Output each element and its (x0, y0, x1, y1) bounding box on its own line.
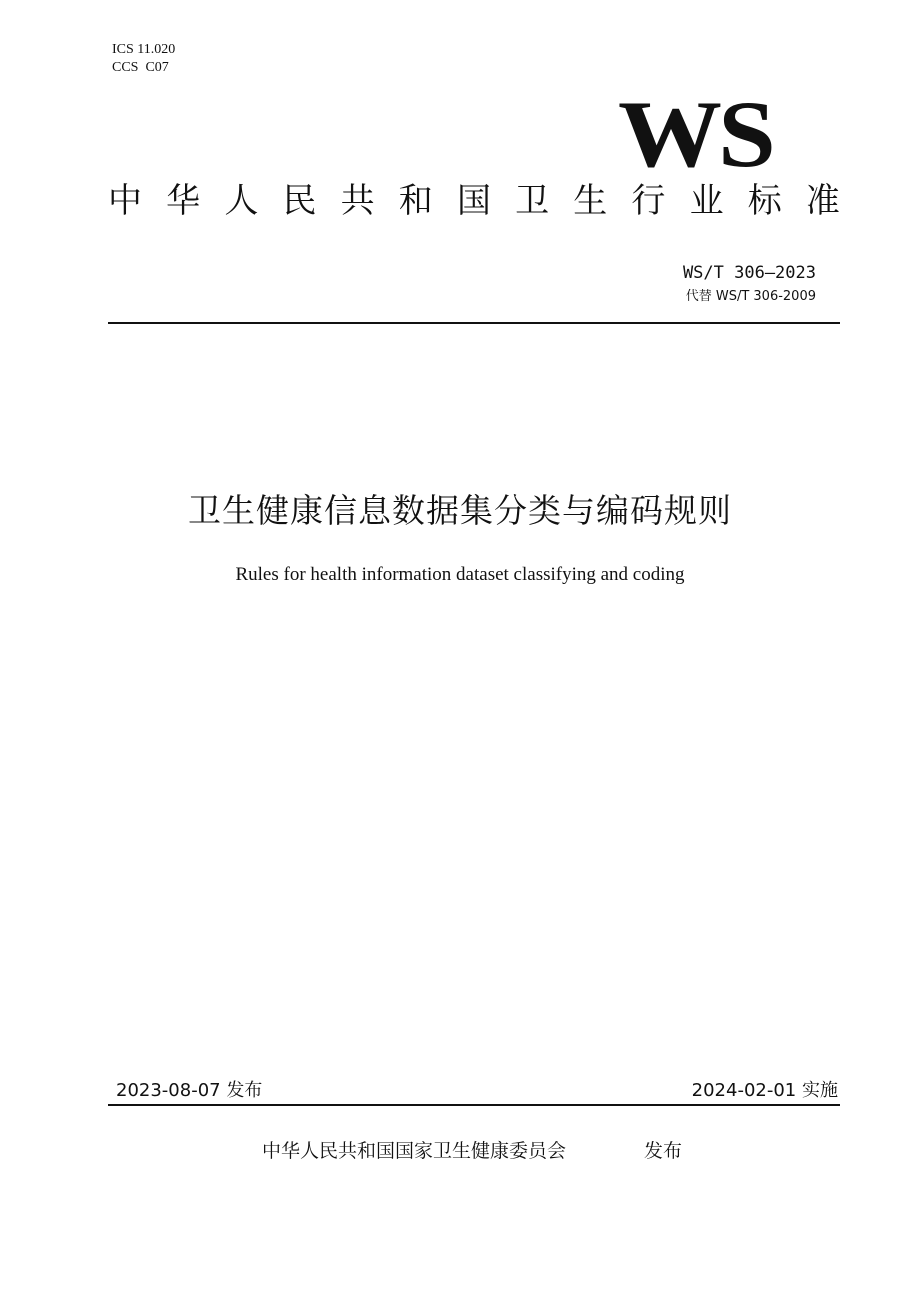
standard-type-char: 准 (805, 181, 840, 221)
issue-label: 发布 (644, 1140, 683, 1162)
document-title-zh: 卫生健康信息数据集分类与编码规则 (188, 491, 732, 530)
standard-type-char: 中 (108, 181, 142, 221)
replaces-standard: 代替 WS/T 306-2009 (685, 289, 816, 304)
footer-divider (108, 1104, 840, 1106)
ccs-code: CCS C07 (112, 60, 169, 75)
ics-code: ICS 11.020 (112, 42, 176, 57)
standard-type-char: 国 (456, 181, 491, 221)
standard-type-char: 行 (631, 181, 666, 221)
standard-type-char: 人 (224, 181, 259, 221)
standard-type-char: 民 (282, 181, 317, 221)
standard-type-char: 业 (689, 181, 724, 221)
standard-type-char: 卫 (515, 181, 550, 221)
standard-type-char: 生 (573, 181, 608, 221)
publish-date: 2023-08-07 发布 (116, 1080, 263, 1101)
effective-date: 2024-02-01 实施 (691, 1080, 838, 1101)
standard-type-char: 和 (398, 181, 433, 221)
standard-type-title (108, 178, 840, 224)
standard-type-char: 华 (166, 181, 201, 221)
standard-mark-logo: WS (618, 81, 772, 188)
standard-number: WS/T 306—2023 (682, 263, 816, 283)
issuing-authority: 中华人民共和国国家卫生健康委员会 (262, 1140, 567, 1162)
standard-type-char: 标 (747, 181, 782, 221)
document-title-en: Rules for health information dataset classifying and coding (235, 564, 685, 585)
header-divider (108, 322, 840, 324)
standard-type-char: 共 (340, 181, 375, 221)
